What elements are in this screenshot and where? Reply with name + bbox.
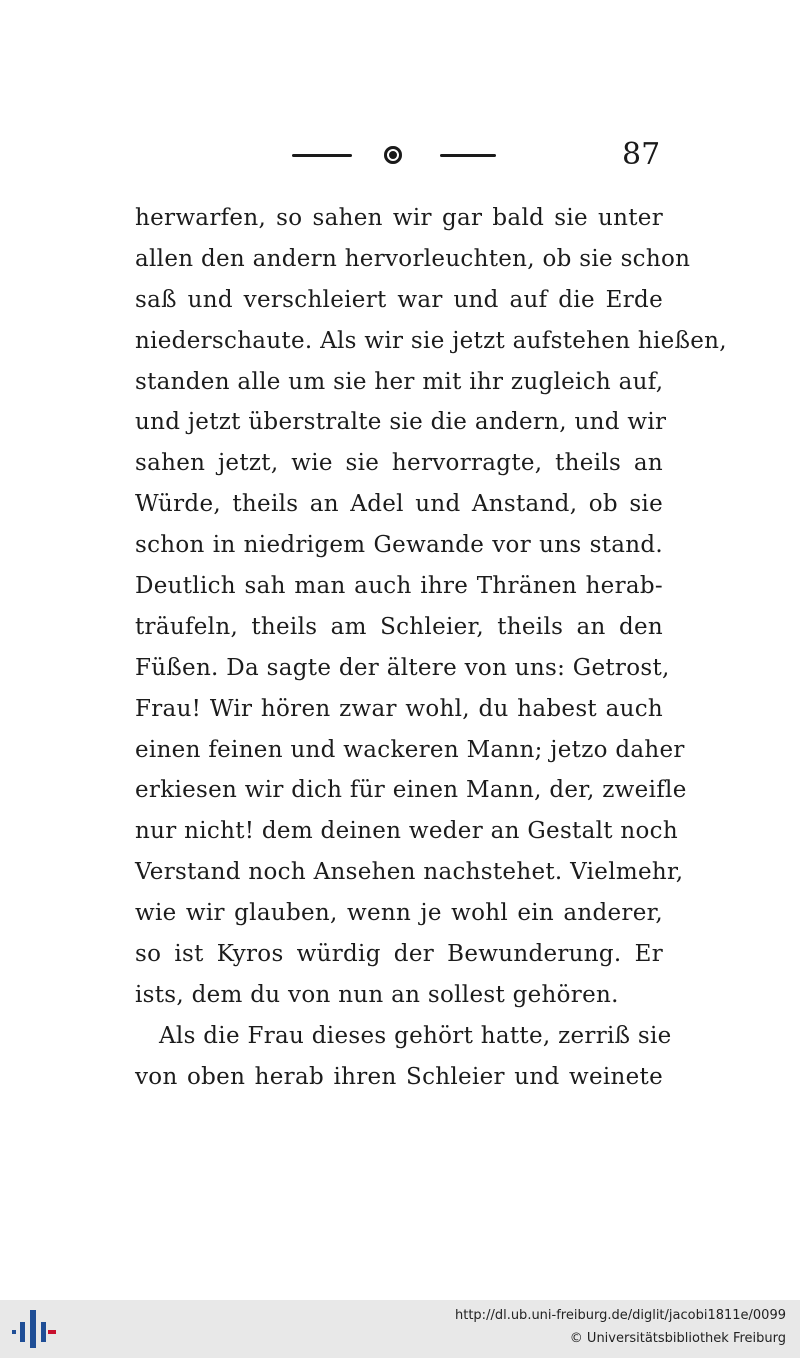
text-line: so ist Kyros würdig der Bewunderung. Er	[135, 941, 663, 968]
text-line: Würde, theils an Adel und Anstand, ob sie	[135, 491, 663, 518]
text-line: nur nicht! dem deinen weder an Gestalt noch	[135, 818, 678, 845]
ornament-icon	[384, 146, 402, 164]
body-text	[135, 198, 727, 1098]
page-number: 87	[622, 137, 661, 172]
text-line: Füßen. Da sagte der ältere von uns: Getrost,	[135, 654, 670, 681]
copyright-notice: © Universitätsbibliothek Freiburg	[569, 1331, 786, 1346]
text-line: schon in niedrigem Gewande vor uns stand.	[135, 532, 663, 559]
text-line: standen alle um sie her mit ihr zugleich auf,	[135, 368, 664, 395]
text-line: von oben herab ihren Schleier und weinete	[135, 1063, 663, 1090]
permalink-url[interactable]: http://dl.ub.uni-freiburg.de/diglit/jacobi1811e/0099	[455, 1308, 786, 1323]
text-line: träufeln, theils am Schleier, theils an den	[135, 613, 663, 640]
text-line: ists, dem du von nun an sollest gehören.	[135, 981, 619, 1008]
text-line: und jetzt überstralte sie die andern, und wir	[135, 409, 667, 436]
text-line: erkiesen wir dich für einen Mann, der, zweifle	[135, 777, 687, 804]
text-line: niederschaute. Als wir sie jetzt aufstehen hießen,	[135, 327, 727, 354]
text-line: Als die Frau dieses gehört hatte, zerriß sie	[159, 1022, 672, 1049]
text-line: wie wir glauben, wenn je wohl ein anderer,	[135, 900, 663, 927]
text-line: allen den andern hervorleuchten, ob sie schon	[135, 245, 691, 272]
ornament-rule-left	[292, 154, 352, 157]
text-line: Deutlich sah man auch ihre Thränen herab-	[135, 573, 663, 600]
text-line: Frau! Wir hören zwar wohl, du habest auch	[135, 695, 663, 722]
text-line: Verstand noch Ansehen nachstehet. Vielmehr,	[135, 859, 684, 886]
library-logo-icon[interactable]	[12, 1308, 52, 1350]
running-head	[0, 138, 800, 178]
text-line: saß und verschleiert war und auf die Erde	[135, 286, 663, 313]
ornament-rule-right	[440, 154, 496, 157]
text-line: herwarfen, so sahen wir gar bald sie unter	[135, 205, 663, 231]
text-line: sahen jetzt, wie sie hervorragte, theils an	[135, 450, 663, 477]
text-line: einen feinen und wackeren Mann; jetzo daher	[135, 736, 685, 763]
viewer-footer	[0, 1300, 800, 1358]
